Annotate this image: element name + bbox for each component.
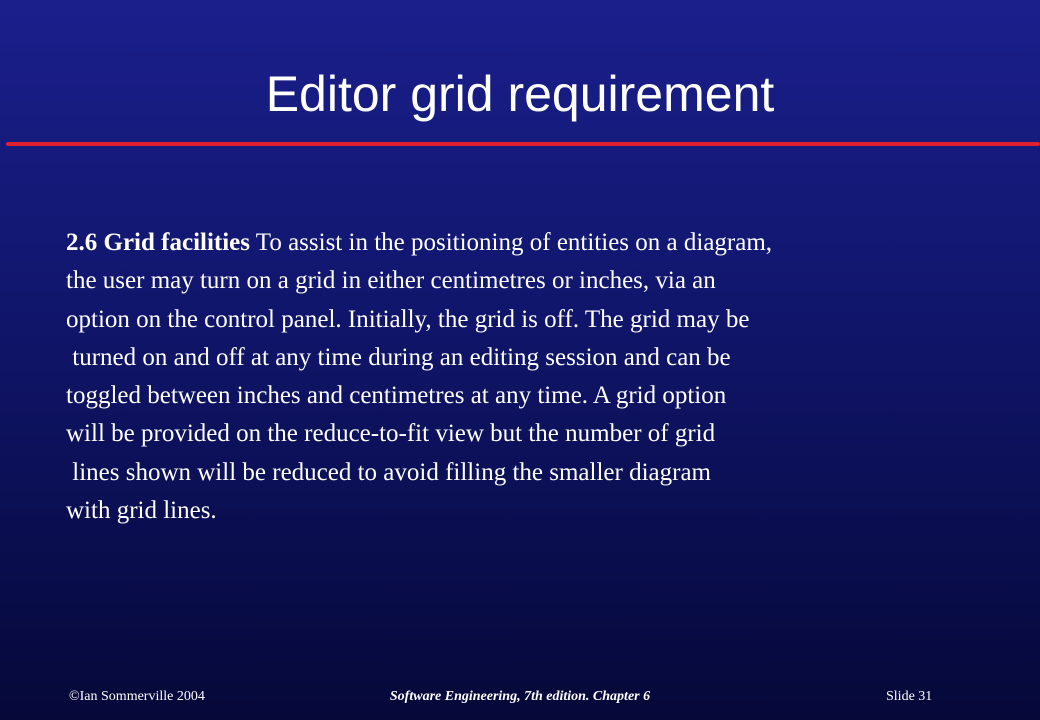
footer-slide-number: Slide 31 <box>886 689 933 704</box>
body-line-4: turned on and off at any time during an editing session and can be <box>66 343 731 371</box>
body-line-5: toggled between inches and centimetres at any time. A grid option <box>66 382 727 410</box>
footer-copyright: ©Ian Sommerville 2004 <box>69 689 205 704</box>
body-line-2: the user may turn on a grid in either centimetres or inches, via an <box>66 267 716 295</box>
body-line-8: with grid lines. <box>66 497 217 525</box>
title-divider <box>6 142 1040 146</box>
body-line-7: lines shown will be reduced to avoid filling the smaller diagram <box>66 458 711 486</box>
footer-book-title: Software Engineering, 7th edition. Chapter 6 <box>389 689 651 704</box>
slide-title: Editor grid requirement <box>265 66 775 122</box>
requirement-text <box>66 224 1006 530</box>
body-line-6: will be provided on the reduce-to-fit view but the number of grid <box>66 420 716 448</box>
body-line-1 <box>66 224 1006 262</box>
body-line-1-text: To assist in the positioning of entities on a diagram, <box>250 229 773 256</box>
body-line-3: option on the control panel. Initially, the grid is off. The grid may be <box>66 305 750 333</box>
requirement-heading: 2.6 Grid facilities <box>66 229 250 256</box>
